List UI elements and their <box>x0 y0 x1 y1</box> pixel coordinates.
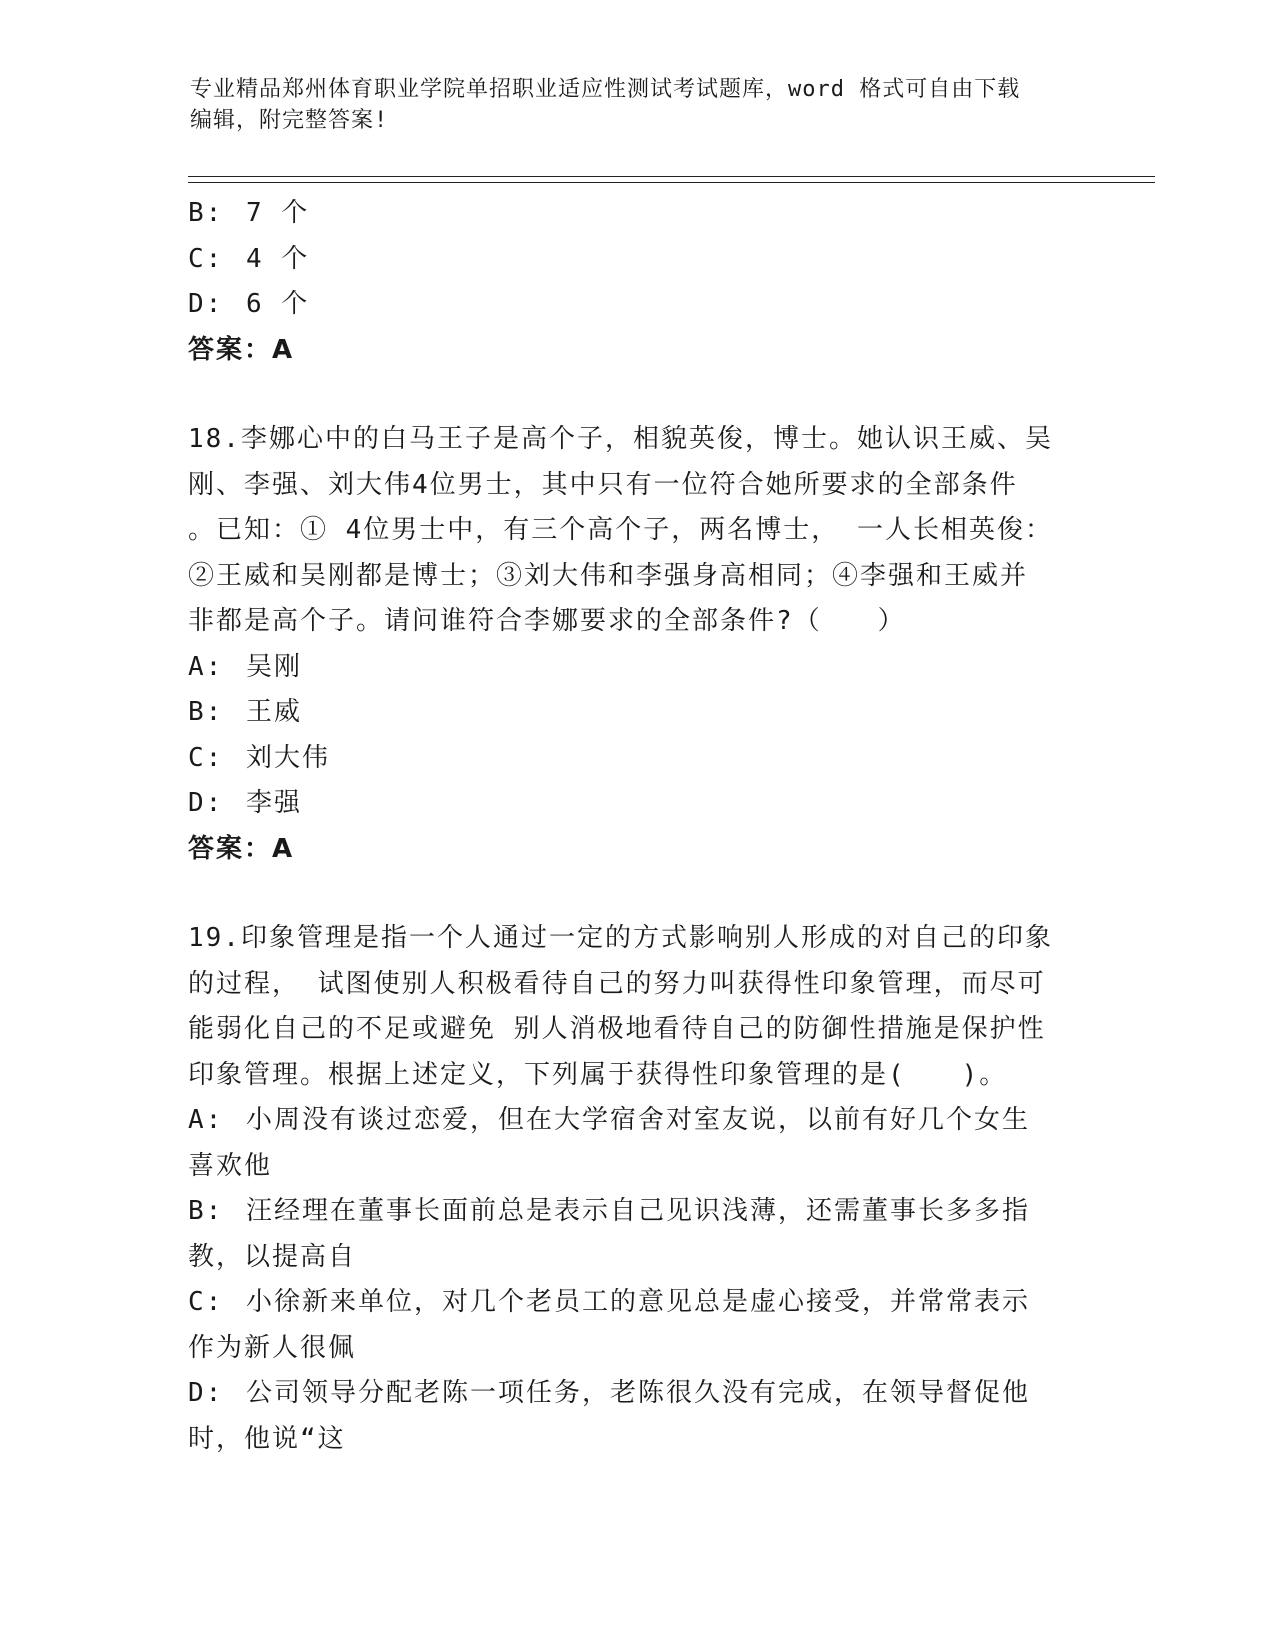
prev-question <box>188 191 1088 373</box>
option-text: 刘大伟 <box>246 742 331 773</box>
question-18 <box>188 417 1088 872</box>
option-a-continued: 喜欢他 <box>188 1150 273 1181</box>
option-label: C: <box>188 742 224 773</box>
spacer <box>188 373 1088 417</box>
question-text-line: 19.印象管理是指一个人通过一定的方式影响别人形成的对自己的印象 <box>188 923 1053 953</box>
question-19 <box>188 916 1088 1462</box>
question-text-line: 非都是高个子。请问谁符合李娜要求的全部条件?（ ） <box>188 606 906 636</box>
header-divider-bottom <box>188 182 1155 183</box>
option-b-continued: 教，以提高自 <box>188 1241 357 1272</box>
option-text: 小徐新来单位，对几个老员工的意见总是虚心接受，并常常表示 <box>246 1287 1031 1317</box>
option-c <box>188 1280 1088 1326</box>
page-header <box>190 74 1070 136</box>
option-text: 王威 <box>246 697 303 727</box>
question-text-line: 。已知：① 4位男士中，有三个高个子，两名博士， 一人长相英俊： <box>188 515 1053 545</box>
option-d <box>188 1371 1088 1417</box>
option-b <box>188 191 1088 237</box>
question-text-line: 18.李娜心中的白马王子是高个子，相貌英俊，博士。她认识王威、吴 <box>188 424 1053 454</box>
header-line-2: 编辑，附完整答案! <box>190 108 389 133</box>
option-a <box>188 1098 1088 1144</box>
option-label: C: <box>188 1287 224 1317</box>
option-label: C: <box>188 243 224 274</box>
option-text: 7 个 <box>246 198 310 228</box>
option-b <box>188 1189 1088 1235</box>
answer: 答案：A <box>188 334 295 365</box>
option-label: D: <box>188 289 224 319</box>
option-label: B: <box>188 198 224 228</box>
option-text: 吴刚 <box>246 651 303 682</box>
document-body <box>188 191 1088 1462</box>
option-text: 小周没有谈过恋爱，但在大学宿舍对室友说，以前有好几个女生 <box>246 1105 1031 1135</box>
option-d <box>188 282 1088 328</box>
option-text: 6 个 <box>246 289 310 319</box>
question-text-line: 印象管理。根据上述定义，下列属于获得性印象管理的是( )。 <box>188 1059 1008 1090</box>
option-label: A: <box>188 651 224 682</box>
option-d <box>188 781 1088 827</box>
option-text: 李强 <box>246 788 303 818</box>
option-text: 4 个 <box>246 243 310 274</box>
option-label: B: <box>188 1196 224 1226</box>
option-text: 公司领导分配老陈一项任务，老陈很久没有完成，在领导督促他 <box>246 1378 1031 1408</box>
question-text-line: 能弱化自己的不足或避免 别人消极地看待自己的防御性措施是保护性 <box>188 1014 1046 1044</box>
question-text-line: ②王威和吴刚都是博士；③刘大伟和李强身高相同；④李强和王威并 <box>188 560 1029 591</box>
option-label: A: <box>188 1105 224 1135</box>
option-c <box>188 736 1088 782</box>
option-label: D: <box>188 788 224 818</box>
question-text-line: 的过程， 试图使别人积极看待自己的努力叫获得性印象管理，而尽可 <box>188 968 1046 999</box>
option-c <box>188 237 1088 283</box>
header-divider-top <box>188 176 1155 177</box>
answer: 答案：A <box>188 833 295 864</box>
header-line-1: 专业精品郑州体育职业学院单招职业适应性测试考试题库，word 格式可自由下载 <box>190 77 1021 102</box>
option-text: 汪经理在董事长面前总是表示自己见识浅薄，还需董事长多多指 <box>246 1196 1031 1226</box>
option-b <box>188 690 1088 736</box>
option-a <box>188 645 1088 691</box>
option-d-continued: 时，他说“这 <box>188 1423 346 1454</box>
option-label: B: <box>188 697 224 727</box>
question-text-line: 刚、李强、刘大伟4位男士，其中只有一位符合她所要求的全部条件 <box>188 469 1018 500</box>
spacer <box>188 872 1088 916</box>
option-c-continued: 作为新人很佩 <box>188 1332 357 1363</box>
option-label: D: <box>188 1378 224 1408</box>
